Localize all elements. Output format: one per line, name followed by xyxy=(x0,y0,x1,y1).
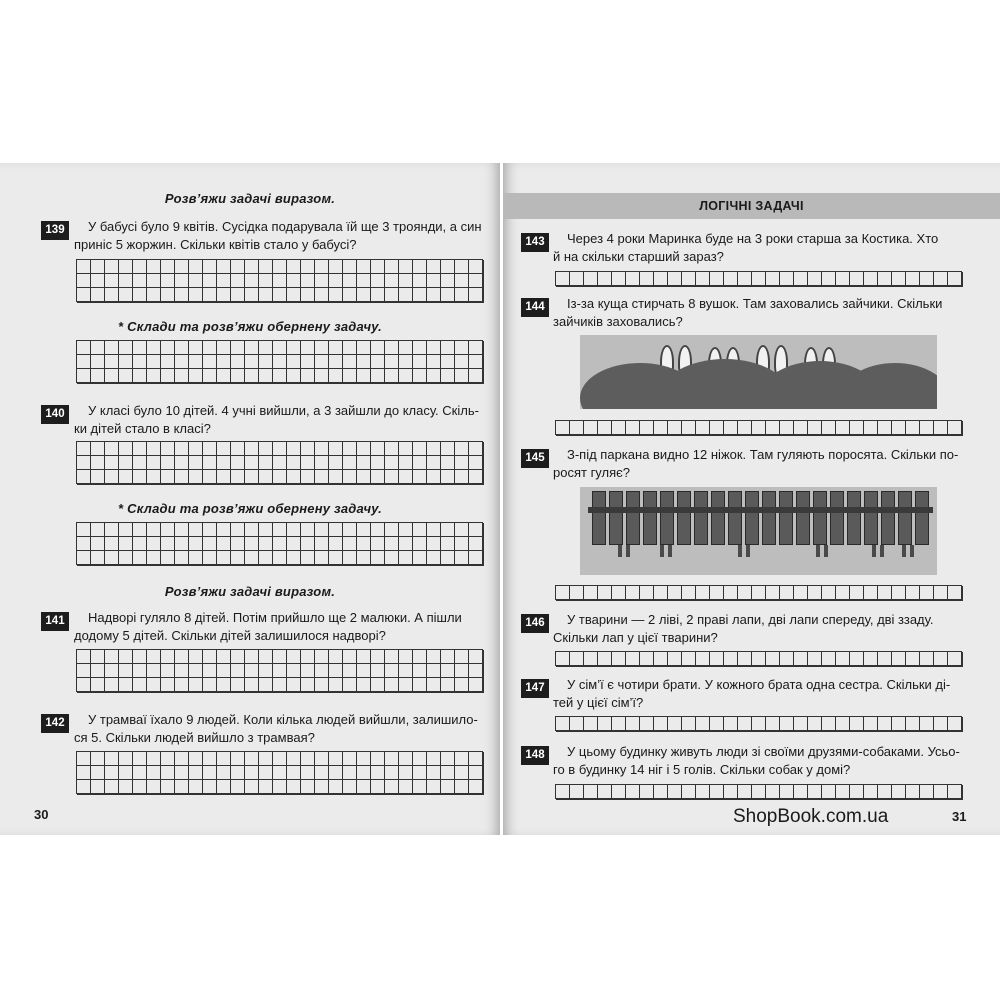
task-141-line-2: додому 5 дітей. Скільки дітей залишилося надворі? xyxy=(74,628,386,643)
section-heading: Розв’яжи задачі виразом. xyxy=(164,191,336,206)
task-142-line-2: ся 5. Скільки людей вийшло з трамвая? xyxy=(74,730,315,745)
answer-grid-139-reverse[interactable] xyxy=(76,340,483,383)
task-number-148: 148 xyxy=(521,746,549,765)
task-number-141: 141 xyxy=(41,612,69,631)
task-144-line-2: зайчиків заховались? xyxy=(553,314,683,329)
right-page xyxy=(503,163,1000,835)
task-147-line-2: тей у цієї сім’ї? xyxy=(553,695,644,710)
task-number-144: 144 xyxy=(521,298,549,317)
answer-grid-145[interactable] xyxy=(555,585,962,600)
section-heading: Розв’яжи задачі виразом. xyxy=(164,584,336,599)
page-number: 30 xyxy=(34,807,49,822)
task-143-line-2: й на скільки старший зараз? xyxy=(553,249,724,264)
task-number-145: 145 xyxy=(521,449,549,468)
task-146-line-2: Скільки лап у цієї тварини? xyxy=(553,630,718,645)
task-139-line-2: приніс 5 жоржин. Скільки квітів стало у бабусі? xyxy=(74,237,357,252)
left-page xyxy=(0,163,500,835)
task-139-line-1: У бабусі було 9 квітів. Сусідка подарувала їй ще 3 троянди, а син xyxy=(88,219,482,234)
answer-grid-139[interactable] xyxy=(76,259,483,302)
task-number-143: 143 xyxy=(521,233,549,252)
shop-watermark: ShopBook.com.ua xyxy=(733,806,889,827)
task-140-line-2: ки дітей стало в класі? xyxy=(74,421,211,436)
task-140-line-1: У класі було 10 дітей. 4 учні вийшли, а 3 зайшли до класу. Скіль- xyxy=(88,403,479,418)
task-141-line-1: Надворі гуляло 8 дітей. Потім прийшло ще 2 малюки. А пішли xyxy=(88,610,462,625)
task-145-line-1: З-під паркана видно 12 ніжок. Там гуляють поросята. Скільки по- xyxy=(567,447,959,462)
task-142-line-1: У трамваї їхало 9 людей. Коли кілька людей вийшли, залишило- xyxy=(88,712,478,727)
fence-with-piglet-legs-image xyxy=(580,487,937,575)
answer-grid-146[interactable] xyxy=(555,651,962,666)
answer-grid-147[interactable] xyxy=(555,716,962,731)
task-number-146: 146 xyxy=(521,614,549,633)
answer-grid-144[interactable] xyxy=(555,420,962,435)
task-144-line-1: Із-за куща стирчать 8 вушок. Там заховались зайчики. Скільки xyxy=(567,296,943,311)
task-145-line-2: росят гуляє? xyxy=(553,465,631,480)
reverse-task-heading: * Склади та розв’яжи обернену задачу. xyxy=(118,319,382,334)
answer-grid-141[interactable] xyxy=(76,649,483,692)
answer-grid-140[interactable] xyxy=(76,441,483,484)
answer-grid-142[interactable] xyxy=(76,751,483,794)
answer-grid-143[interactable] xyxy=(555,271,962,286)
task-number-142: 142 xyxy=(41,714,69,733)
bush-with-bunny-ears-image xyxy=(580,335,937,409)
task-number-140: 140 xyxy=(41,405,69,424)
section-banner: ЛОГІЧНІ ЗАДАЧІ xyxy=(503,193,1000,219)
task-143-line-1: Через 4 роки Маринка буде на 3 роки старша за Костика. Хто xyxy=(567,231,939,246)
task-146-line-1: У тварини — 2 ліві, 2 праві лапи, дві лапи спереду, дві ззаду. xyxy=(567,612,934,627)
reverse-task-heading: * Склади та розв’яжи обернену задачу. xyxy=(118,501,382,516)
task-number-147: 147 xyxy=(521,679,549,698)
task-number-139: 139 xyxy=(41,221,69,240)
page-number: 31 xyxy=(952,809,967,824)
answer-grid-140-reverse[interactable] xyxy=(76,522,483,565)
answer-grid-148[interactable] xyxy=(555,784,962,799)
task-148-line-1: У цьому будинку живуть люди зі своїми друзями-собаками. Усьо- xyxy=(567,744,960,759)
task-148-line-2: го в будинку 14 ніг і 5 голів. Скільки собак у домі? xyxy=(553,762,851,777)
task-147-line-1: У сім’ї є чотири брати. У кожного брата одна сестра. Скільки ді- xyxy=(567,677,951,692)
